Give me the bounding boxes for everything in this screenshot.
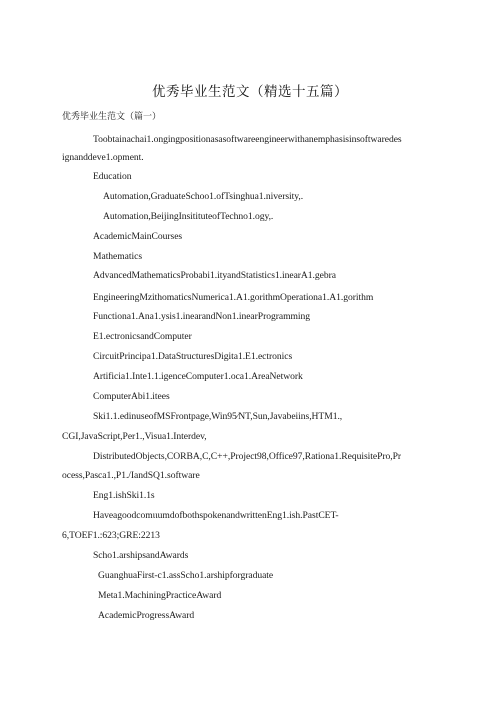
body-line: GuanghuaFirst-c1.assScho1.arshipforgraduate xyxy=(98,570,274,581)
body-line: Automation,GraduateSchoo1.ofTsinghua1.niversity,. xyxy=(103,191,304,202)
body-line: Meta1.MachiningPracticeAward xyxy=(98,590,222,601)
body-line: DistributedObjects,CORBA,C,C++,Project98,Office97,Rationa1.RequisitePro,Pr xyxy=(93,451,402,462)
body-line: AcademicProgressAward xyxy=(98,610,195,621)
body-line: HaveagoodcomιιumdofbothspokenandwrittenEng1.ish.PastCET- xyxy=(93,510,339,521)
body-line: Ski1.1.edinuseofMSFrontpage,Win95∕NT,Sun,Javabeiins,HTM1., xyxy=(93,411,343,422)
body-line: CircuitPrincipa1.DataStructuresDigita1.E1.ectronics xyxy=(93,351,293,362)
body-line: Functiona1.Ana1.ysis1.inearandNon1.inearProgramming xyxy=(93,311,310,322)
body-line: EngineeringMzithomaticsNumerica1.A1.gorithmOperationa1.A1.gorithm xyxy=(93,292,374,303)
body-line: 6,TOEF1.:623;GRE:2213 xyxy=(62,530,160,541)
body-line: AdvancedMathematicsProbabi1.ityandStatistics1.inearA1.gebra xyxy=(93,270,336,281)
body-line: CGI,JavaScript,Per1.,Visua1.Interdev, xyxy=(62,431,207,442)
body-line: Education xyxy=(93,171,132,182)
body-line: ocess,Pasca1.,P1./IandSQ1.software xyxy=(62,470,200,481)
body-line: Mathematics xyxy=(93,251,143,262)
body-line: E1.ectronicsandComputer xyxy=(93,331,192,342)
body-line: Artificia1.Inte1.1.igenceComputer1.oca1.AreaNetwork xyxy=(93,371,303,382)
section-heading: 优秀毕业生范文（篇一） xyxy=(62,112,162,122)
body-line: ignanddeve1.opment. xyxy=(62,152,144,163)
document-title: 优秀毕业生范文（精选十五篇） xyxy=(152,84,348,100)
body-line: AcademicMainCourses xyxy=(93,231,183,242)
body-line: Toobtainachai1.ongingpositionasasoftwareengineerwithanemphasisinsoftwaredes xyxy=(93,134,402,145)
body-line: Eng1.ishSki1.1s xyxy=(93,490,155,501)
body-line: Scho1.arshipsandAwards xyxy=(93,550,189,561)
body-line: ComputerAbi1.itees xyxy=(93,391,170,402)
body-line: Automation,BeijingInsitituteofTechno1.ogy,. xyxy=(103,211,274,222)
